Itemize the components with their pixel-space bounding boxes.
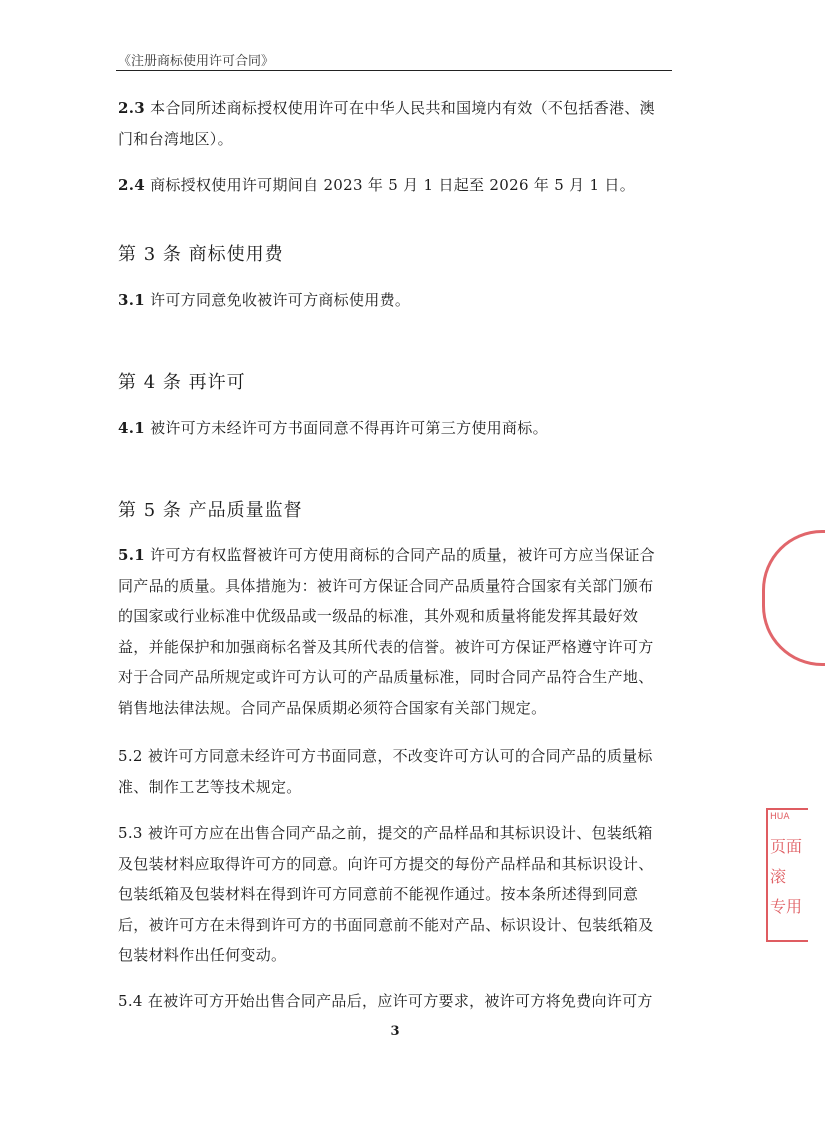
article-5-heading: 第 5 条 产品质量监督	[118, 500, 303, 521]
clause-5-3	[118, 818, 678, 971]
clause-number: 2.4	[118, 176, 145, 194]
clause-text: 对于合同产品所规定或许可方认可的产品质量标准，同时合同产品符合生产地、	[118, 668, 654, 686]
clause-2-4	[118, 170, 678, 201]
clause-text: 后，被许可方在未得到许可方的书面同意前不能对产品、标识设计、包装纸箱及	[118, 915, 654, 934]
clause-4-1	[118, 413, 678, 444]
seal-text: 滚	[770, 867, 787, 886]
clause-text: 许可方同意免收被许可方商标使用费。	[150, 291, 411, 309]
seal-stamp-fragment	[752, 530, 792, 660]
page-number: 3	[390, 1024, 400, 1039]
seal-text: 页面	[770, 837, 803, 856]
clause-2-3	[118, 93, 678, 154]
clause-text: 5.4 在被许可方开始出售合同产品后，应许可方要求，被许可方将免费向许可方	[118, 992, 653, 1010]
seal-stamp-fragment-2	[762, 800, 803, 940]
clause-number: 3.1	[118, 291, 145, 309]
clause-text: 许可方有权监督被许可方使用商标的合同产品的质量，被许可方应当保证合	[150, 546, 655, 564]
clause-text: 本合同所述商标授权使用许可在中华人民共和国境内有效（不包括香港、澳	[150, 99, 655, 117]
clause-text: 5.3 被许可方应在出售合同产品之前，提交的产品样品和其标识设计、包装纸箱	[118, 824, 653, 842]
clause-text: 包装纸箱及包装材料在得到许可方同意前不能视作通过。按本条所述得到同意	[118, 885, 639, 903]
article-4-heading: 第 4 条 再许可	[118, 372, 246, 393]
clause-text: 的国家或行业标准中优级品或一级品的标准，其外观和质量将能发挥其最好效	[118, 607, 639, 625]
clause-text: 商标授权使用许可期间自 2023 年 5 月 1 日起至 2026 年 5 月 1 日。	[150, 176, 636, 194]
clause-text: 准、制作工艺等技术规定。	[118, 777, 302, 796]
header-divider	[116, 70, 672, 71]
clause-number: 2.3	[118, 99, 145, 117]
clause-text: 益，并能保护和加强商标名誉及其所代表的信誉。被许可方保证严格遵守许可方	[118, 637, 654, 656]
seal-ring	[762, 530, 825, 666]
clause-text: 及包装材料应取得许可方的同意。向许可方提交的每份产品样品和其标识设计、	[118, 854, 654, 873]
clause-text: 销售地法律法规。合同产品保质期必须符合国家有关部门规定。	[118, 698, 547, 717]
seal-text: HUA	[770, 812, 790, 822]
clause-number: 5.1	[118, 546, 145, 564]
clause-3-1	[118, 285, 678, 316]
clause-text: 同产品的质量。具体措施为：被许可方保证合同产品质量符合国家有关部门颁布	[118, 576, 654, 595]
clause-number: 4.1	[118, 419, 145, 437]
clause-5-4	[118, 986, 678, 1017]
seal-text: 专用	[770, 897, 803, 916]
document-header-title: 《注册商标使用许可合同》	[118, 54, 275, 69]
clause-text: 5.2 被许可方同意未经许可方书面同意，不改变许可方认可的合同产品的质量标	[118, 747, 653, 765]
article-3-heading: 第 3 条 商标使用费	[118, 244, 284, 265]
clause-text: 包装材料作出任何变动。	[118, 946, 287, 964]
clause-text: 门和台湾地区）。	[118, 129, 233, 148]
clause-5-2	[118, 741, 678, 802]
clause-5-1	[118, 540, 678, 723]
clause-text: 被许可方未经许可方书面同意不得再许可第三方使用商标。	[150, 419, 548, 437]
